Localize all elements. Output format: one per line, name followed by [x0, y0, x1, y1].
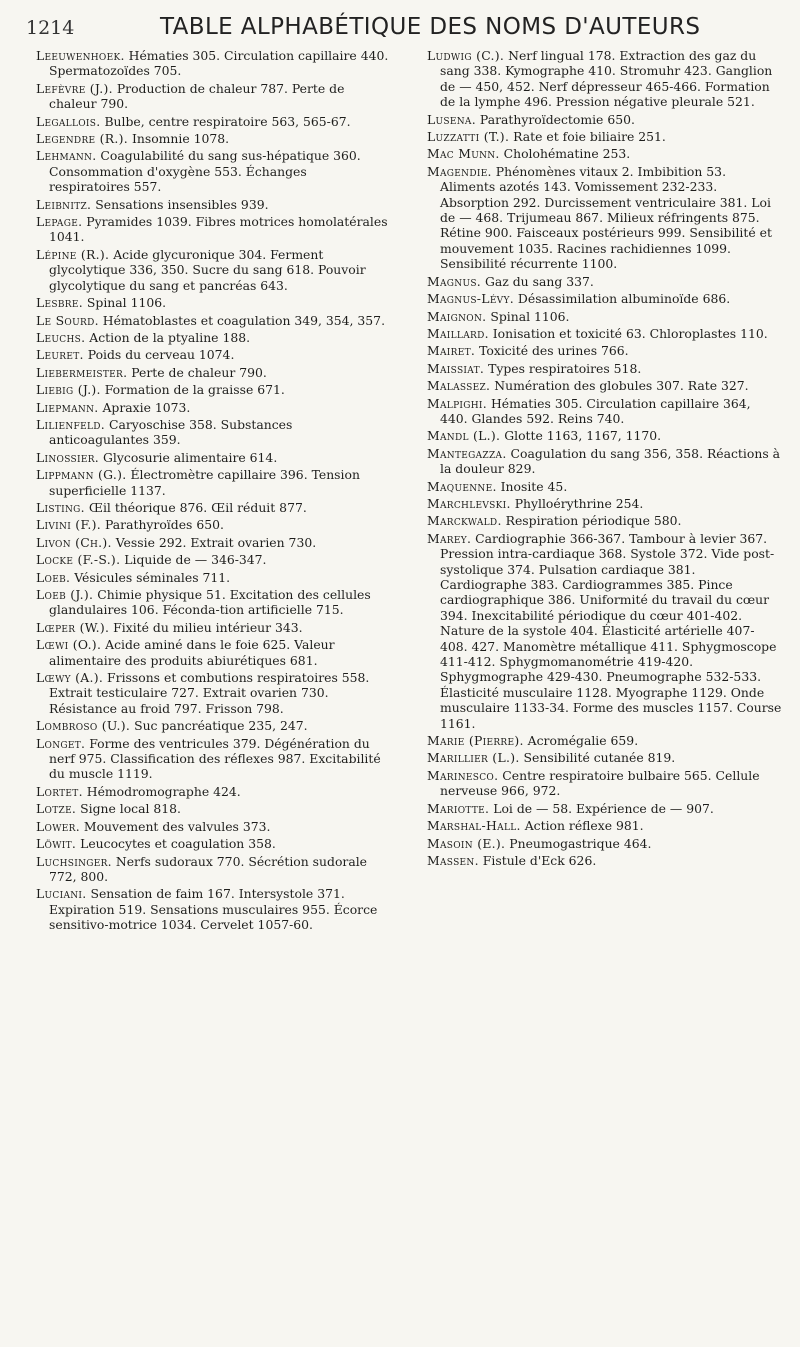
entry-references: Cholohématine 253.	[503, 146, 631, 162]
author-name: Marey.	[427, 530, 472, 546]
entry-references: Caryoschise 358. Substances anticoagulantes 359.	[49, 416, 293, 448]
entry-references: Sensibilité cutanée 819.	[523, 750, 676, 766]
entry-references: Hématoblastes et coagulation 349, 354, 357.	[102, 312, 386, 328]
index-entry	[427, 428, 782, 443]
entry-references: Apraxie 1073.	[102, 399, 191, 415]
author-name: Lehmann.	[36, 148, 97, 164]
index-entry	[36, 854, 391, 885]
index-entry	[427, 326, 782, 341]
author-name: Lusena.	[427, 111, 476, 127]
index-entry	[36, 819, 391, 834]
index-entry	[36, 81, 391, 112]
index-entry	[427, 146, 782, 161]
entry-references: Acide aminé dans le foie 625. Valeur alimentaire des produits abiurétiques 681.	[49, 637, 335, 668]
entry-references: Pneumogastrique 464.	[509, 835, 652, 851]
entry-references: Cardiographie 366-367. Tambour à levier 367. Pression intra-cardiaque 368. Systole 372. Vide post-systolique 374. Pulsation cardiaque 381. Cardiographe 383. Cardiogrammes 385. Pince cardiographique 386. Uniformité du travail du cœur 394. Inexcitabilité périodique du cœur 401-402. Nature de la systole 404. Élasticité artérielle 407-408. 427. Manomètre métallique 411. Sphygmoscope 411-412. Sphygmomanométrie 419-420. Sphygmographe 429-430. Pneumographe 532-533. Élasticité musculaire 1128. Myographe 1129. Onde musculaire 1133-34. Forme des muscles 1157. Course 1161.	[440, 530, 782, 731]
index-entry	[427, 309, 782, 324]
index-entry	[36, 718, 391, 733]
index-entry	[427, 446, 782, 477]
index-entry	[427, 733, 782, 748]
entry-references: Électromètre capillaire 396. Tension superficielle 1137.	[49, 467, 360, 498]
entry-references: Suc pancréatique 235, 247.	[134, 718, 308, 734]
author-name: Marchlevski.	[427, 495, 511, 511]
author-name: Lœwi (O.).	[36, 637, 102, 653]
index-entry	[36, 517, 391, 532]
author-name: Lœper (W.).	[36, 619, 110, 635]
author-name: Masoin (E.).	[427, 835, 506, 851]
author-name: Lortet.	[36, 783, 83, 799]
entry-references: Loi de — 58. Expérience de — 907.	[493, 800, 714, 816]
entry-references: Nerfs sudoraux 770. Sécrétion sudorale 772, 800.	[49, 853, 368, 884]
entry-references: Spinal 1106.	[86, 295, 167, 311]
author-name: Loeb.	[36, 569, 71, 585]
author-name: Livon (Ch.).	[36, 534, 112, 550]
entry-references: Coagulabilité du sang sus-hépatique 360. Consommation d'oxygène 553. Échanges respiratoires 557.	[49, 148, 361, 195]
index-entry	[427, 112, 782, 127]
index-entry	[36, 48, 391, 79]
entry-references: Parathyroïdectomie 650.	[479, 111, 635, 127]
index-entry	[427, 396, 782, 427]
index-entry	[36, 214, 391, 245]
entry-references: Mouvement des valvules 373.	[83, 818, 271, 834]
entry-references: Forme des ventricules 379. Dégénération du nerf 975. Classification des réflexes 987. Excitabilité du muscle 1119.	[49, 735, 381, 782]
index-entry	[427, 343, 782, 358]
entry-references: Fistule d'Eck 626.	[482, 852, 597, 868]
entry-references: Types respiratoires 518.	[488, 360, 642, 376]
author-name: Magnus-Lévy.	[427, 291, 514, 307]
author-name: Maillard.	[427, 325, 489, 341]
index-entry	[427, 801, 782, 816]
index-entry	[36, 295, 391, 310]
entry-references: Acromégalie 659.	[527, 733, 639, 749]
entry-references: Gaz du sang 337.	[485, 273, 594, 289]
entry-references: Sensations insensibles 939.	[95, 196, 269, 212]
author-name: Livini (F.).	[36, 517, 102, 533]
index-entry	[427, 496, 782, 511]
author-name: Lippmann (G.).	[36, 467, 127, 483]
index-entry	[36, 365, 391, 380]
index-entry	[427, 768, 782, 799]
author-name: Leibnitz.	[36, 196, 92, 212]
index-entry	[427, 164, 782, 272]
index-entry	[36, 801, 391, 816]
author-name: Linossier.	[36, 449, 100, 465]
entry-references: Bulbe, centre respiratoire 563, 565-67.	[104, 113, 351, 129]
index-entry	[36, 417, 391, 448]
author-name: Marinesco.	[427, 767, 499, 783]
entry-references: Nerf lingual 178. Extraction des gaz du sang 338. Kymographe 410. Stromuhr 423. Ganglion de — 450, 452. Nerf dépresseur 465-466. Formation de la lymphe 496. Pression négative pleurale 521.	[440, 48, 773, 110]
entry-references: Action réflexe 981.	[524, 818, 644, 834]
author-name: Leeuwenhoek.	[36, 48, 125, 63]
entry-references: Ionisation et toxicité 63. Chloroplastes 110.	[492, 325, 768, 341]
entry-references: Chimie physique 51. Excitation des cellules glandulaires 106. Féconda-tion artificielle 715.	[49, 587, 371, 618]
entry-references: Pyramides 1039. Fibres motrices homolatérales 1041.	[49, 214, 388, 245]
author-name: Lotze.	[36, 801, 77, 817]
entry-references: Fixité du milieu intérieur 343.	[113, 619, 303, 635]
author-name: Liebermeister.	[36, 364, 128, 380]
author-name: Lilienfeld.	[36, 416, 106, 432]
page-number: 1214	[26, 17, 75, 39]
entry-references: Parathyroïdes 650.	[104, 517, 224, 533]
index-entry	[36, 131, 391, 146]
index-entry	[36, 637, 391, 668]
author-name: Liepmann.	[36, 399, 99, 415]
entry-references: Production de chaleur 787. Perte de chaleur 790.	[49, 80, 345, 112]
index-entry	[36, 330, 391, 345]
author-name: Listing.	[36, 499, 85, 515]
author-name: Massen.	[427, 852, 479, 868]
entry-references: Désassimilation albuminoïde 686.	[517, 291, 731, 307]
running-title: TABLE ALPHABÉTIQUE DES NOMS D'AUTEURS	[159, 14, 701, 40]
entry-references: Centre respiratoire bulbaire 565. Cellule nerveuse 966, 972.	[440, 767, 760, 799]
author-name: Leuret.	[36, 347, 84, 363]
author-name: Marshal-Hall.	[427, 818, 521, 834]
entry-references: Coagulation du sang 356, 358. Réactions à la douleur 829.	[440, 445, 780, 477]
entry-references: Numération des globules 307. Rate 327.	[494, 378, 749, 394]
author-name: Legendre (R.).	[36, 131, 129, 147]
entry-references: Toxicité des urines 766.	[479, 343, 629, 359]
index-entry	[36, 587, 391, 618]
index-entry	[427, 129, 782, 144]
entry-references: Signe local 818.	[80, 801, 181, 817]
author-name: Ludwig (C.).	[427, 48, 505, 63]
index-entry	[427, 836, 782, 851]
entry-references: Glycosurie alimentaire 614.	[103, 449, 278, 465]
author-name: Maquenne.	[427, 478, 497, 494]
author-name: Magendie.	[427, 163, 492, 179]
index-entry	[36, 313, 391, 328]
index-entry	[36, 148, 391, 194]
author-name: Marillier (L.).	[427, 750, 520, 766]
right-column	[427, 48, 782, 870]
index-entry	[427, 853, 782, 868]
author-name: Magnus.	[427, 273, 482, 289]
author-name: Mantegazza.	[427, 445, 507, 461]
author-name: Liebig (J.).	[36, 382, 101, 398]
author-name: Marckwald.	[427, 513, 502, 529]
entry-references: Perte de chaleur 790.	[131, 364, 267, 380]
index-entry	[36, 467, 391, 498]
entry-references: Phylloérythrine 254.	[514, 495, 644, 511]
entry-references: Liquide de — 346-347.	[124, 552, 267, 568]
index-entry	[36, 570, 391, 585]
entry-references: Action de la ptyaline 188.	[89, 329, 251, 345]
author-name: Maignon.	[427, 308, 487, 324]
author-name: Luzzatti (T.).	[427, 129, 510, 145]
entry-references: Leucocytes et coagulation 358.	[80, 836, 276, 852]
entry-references: Hématies 305. Circulation capillaire 364, 440. Glandes 592. Reins 740.	[440, 395, 751, 426]
author-name: Mairet.	[427, 343, 476, 359]
author-name: Leuchs.	[36, 329, 86, 345]
author-name: Malassez.	[427, 378, 491, 394]
author-name: Marie (Pierre).	[427, 733, 524, 749]
author-name: Loeb (J.).	[36, 587, 94, 602]
index-entry	[36, 736, 391, 782]
index-entry	[36, 670, 391, 716]
entry-references: Respiration périodique 580.	[505, 513, 682, 529]
index-entry	[427, 818, 782, 833]
index-entry	[427, 274, 782, 289]
author-name: Mariotte.	[427, 800, 490, 816]
author-name: Luciani.	[36, 886, 87, 902]
index-entry	[36, 347, 391, 362]
index-entry	[427, 48, 782, 110]
index-entry	[36, 400, 391, 415]
index-entry	[427, 513, 782, 528]
index-entry	[36, 535, 391, 550]
entry-references: Formation de la graisse 671.	[104, 382, 285, 398]
index-entry	[427, 361, 782, 376]
entry-references: Rate et foie biliaire 251.	[513, 129, 666, 145]
author-name: Luchsinger.	[36, 853, 112, 869]
author-name: Malpighi.	[427, 395, 488, 411]
index-entry	[36, 382, 391, 397]
author-name: Lépine (R.).	[36, 246, 110, 262]
entry-references: Frissons et combutions respiratoires 558. Extrait testiculaire 727. Extrait ovarien 730. Résistance au froid 797. Frisson 798.	[49, 670, 370, 716]
author-name: Löwit.	[36, 836, 77, 852]
index-entry	[36, 886, 391, 932]
index-entry	[427, 750, 782, 765]
author-name: Lœwy (A.).	[36, 670, 104, 686]
entry-references: Sensation de faim 167. Intersystole 371. Expiration 519. Sensations musculaires 955. Écorce sensitivo-motrice 1034. Cervelet 1057-60.	[49, 886, 378, 933]
index-entry	[36, 114, 391, 129]
author-name: Locke (F.-S.).	[36, 552, 121, 568]
author-name: Legallois.	[36, 113, 101, 129]
author-name: Le Sourd.	[36, 312, 99, 328]
index-entry	[36, 784, 391, 799]
author-name: Lepage.	[36, 214, 83, 230]
index-entry	[36, 620, 391, 635]
author-name: Mac Munn.	[427, 146, 500, 162]
index-entry	[427, 291, 782, 306]
author-name: Maissiat.	[427, 360, 485, 376]
author-name: Lower.	[36, 818, 80, 834]
index-entry	[36, 450, 391, 465]
entry-references: Hémodromographe 424.	[86, 783, 241, 799]
entry-references: Acide glycuronique 304. Ferment glycolytique 336, 350. Sucre du sang 618. Pouvoir glycolytique du sang et pancréas 643.	[49, 246, 366, 293]
entry-references: Insomnie 1078.	[131, 131, 230, 147]
index-entry	[36, 197, 391, 212]
entry-references: Glotte 1163, 1167, 1170.	[504, 428, 662, 444]
author-name: Lefèvre (J.).	[36, 80, 113, 96]
entry-references: Inosite 45.	[500, 478, 568, 494]
index-entry	[427, 479, 782, 494]
entry-references: Spinal 1106.	[490, 308, 570, 324]
entry-references: Vessie 292. Extrait ovarien 730.	[115, 534, 317, 550]
entry-references: Vésicules séminales 711.	[74, 569, 231, 585]
page-header	[26, 14, 786, 44]
author-name: Mandl (L.).	[427, 428, 501, 444]
index-entry	[36, 836, 391, 851]
entry-references: Phénomènes vitaux 2. Imbibition 53. Aliments azotés 143. Vomissement 232-233. Absorption 292. Durcissement ventriculaire 381. Loi de — 468. Trijumeau 867. Milieux réfringents 875. Rétine 900. Faisceaux postérieurs 999. Sensibilité et mouvement 1035. Racines rachidiennes 1099. Sensibilité récurrente 1100.	[440, 163, 772, 272]
index-entry	[36, 552, 391, 567]
index-entry	[427, 378, 782, 393]
index-entry	[36, 247, 391, 293]
author-name: Lombroso (U.).	[36, 718, 131, 734]
entry-references: Poids du cerveau 1074.	[87, 347, 235, 363]
left-column	[36, 48, 391, 935]
index-entry	[427, 531, 782, 731]
entry-references: Œil théorique 876. Œil réduit 877.	[88, 499, 307, 515]
author-name: Longet.	[36, 735, 86, 751]
author-name: Lesbre.	[36, 295, 83, 311]
index-entry	[36, 500, 391, 515]
entry-references: Hématies 305. Circulation capillaire 440. Spermatozoïdes 705.	[49, 48, 389, 79]
